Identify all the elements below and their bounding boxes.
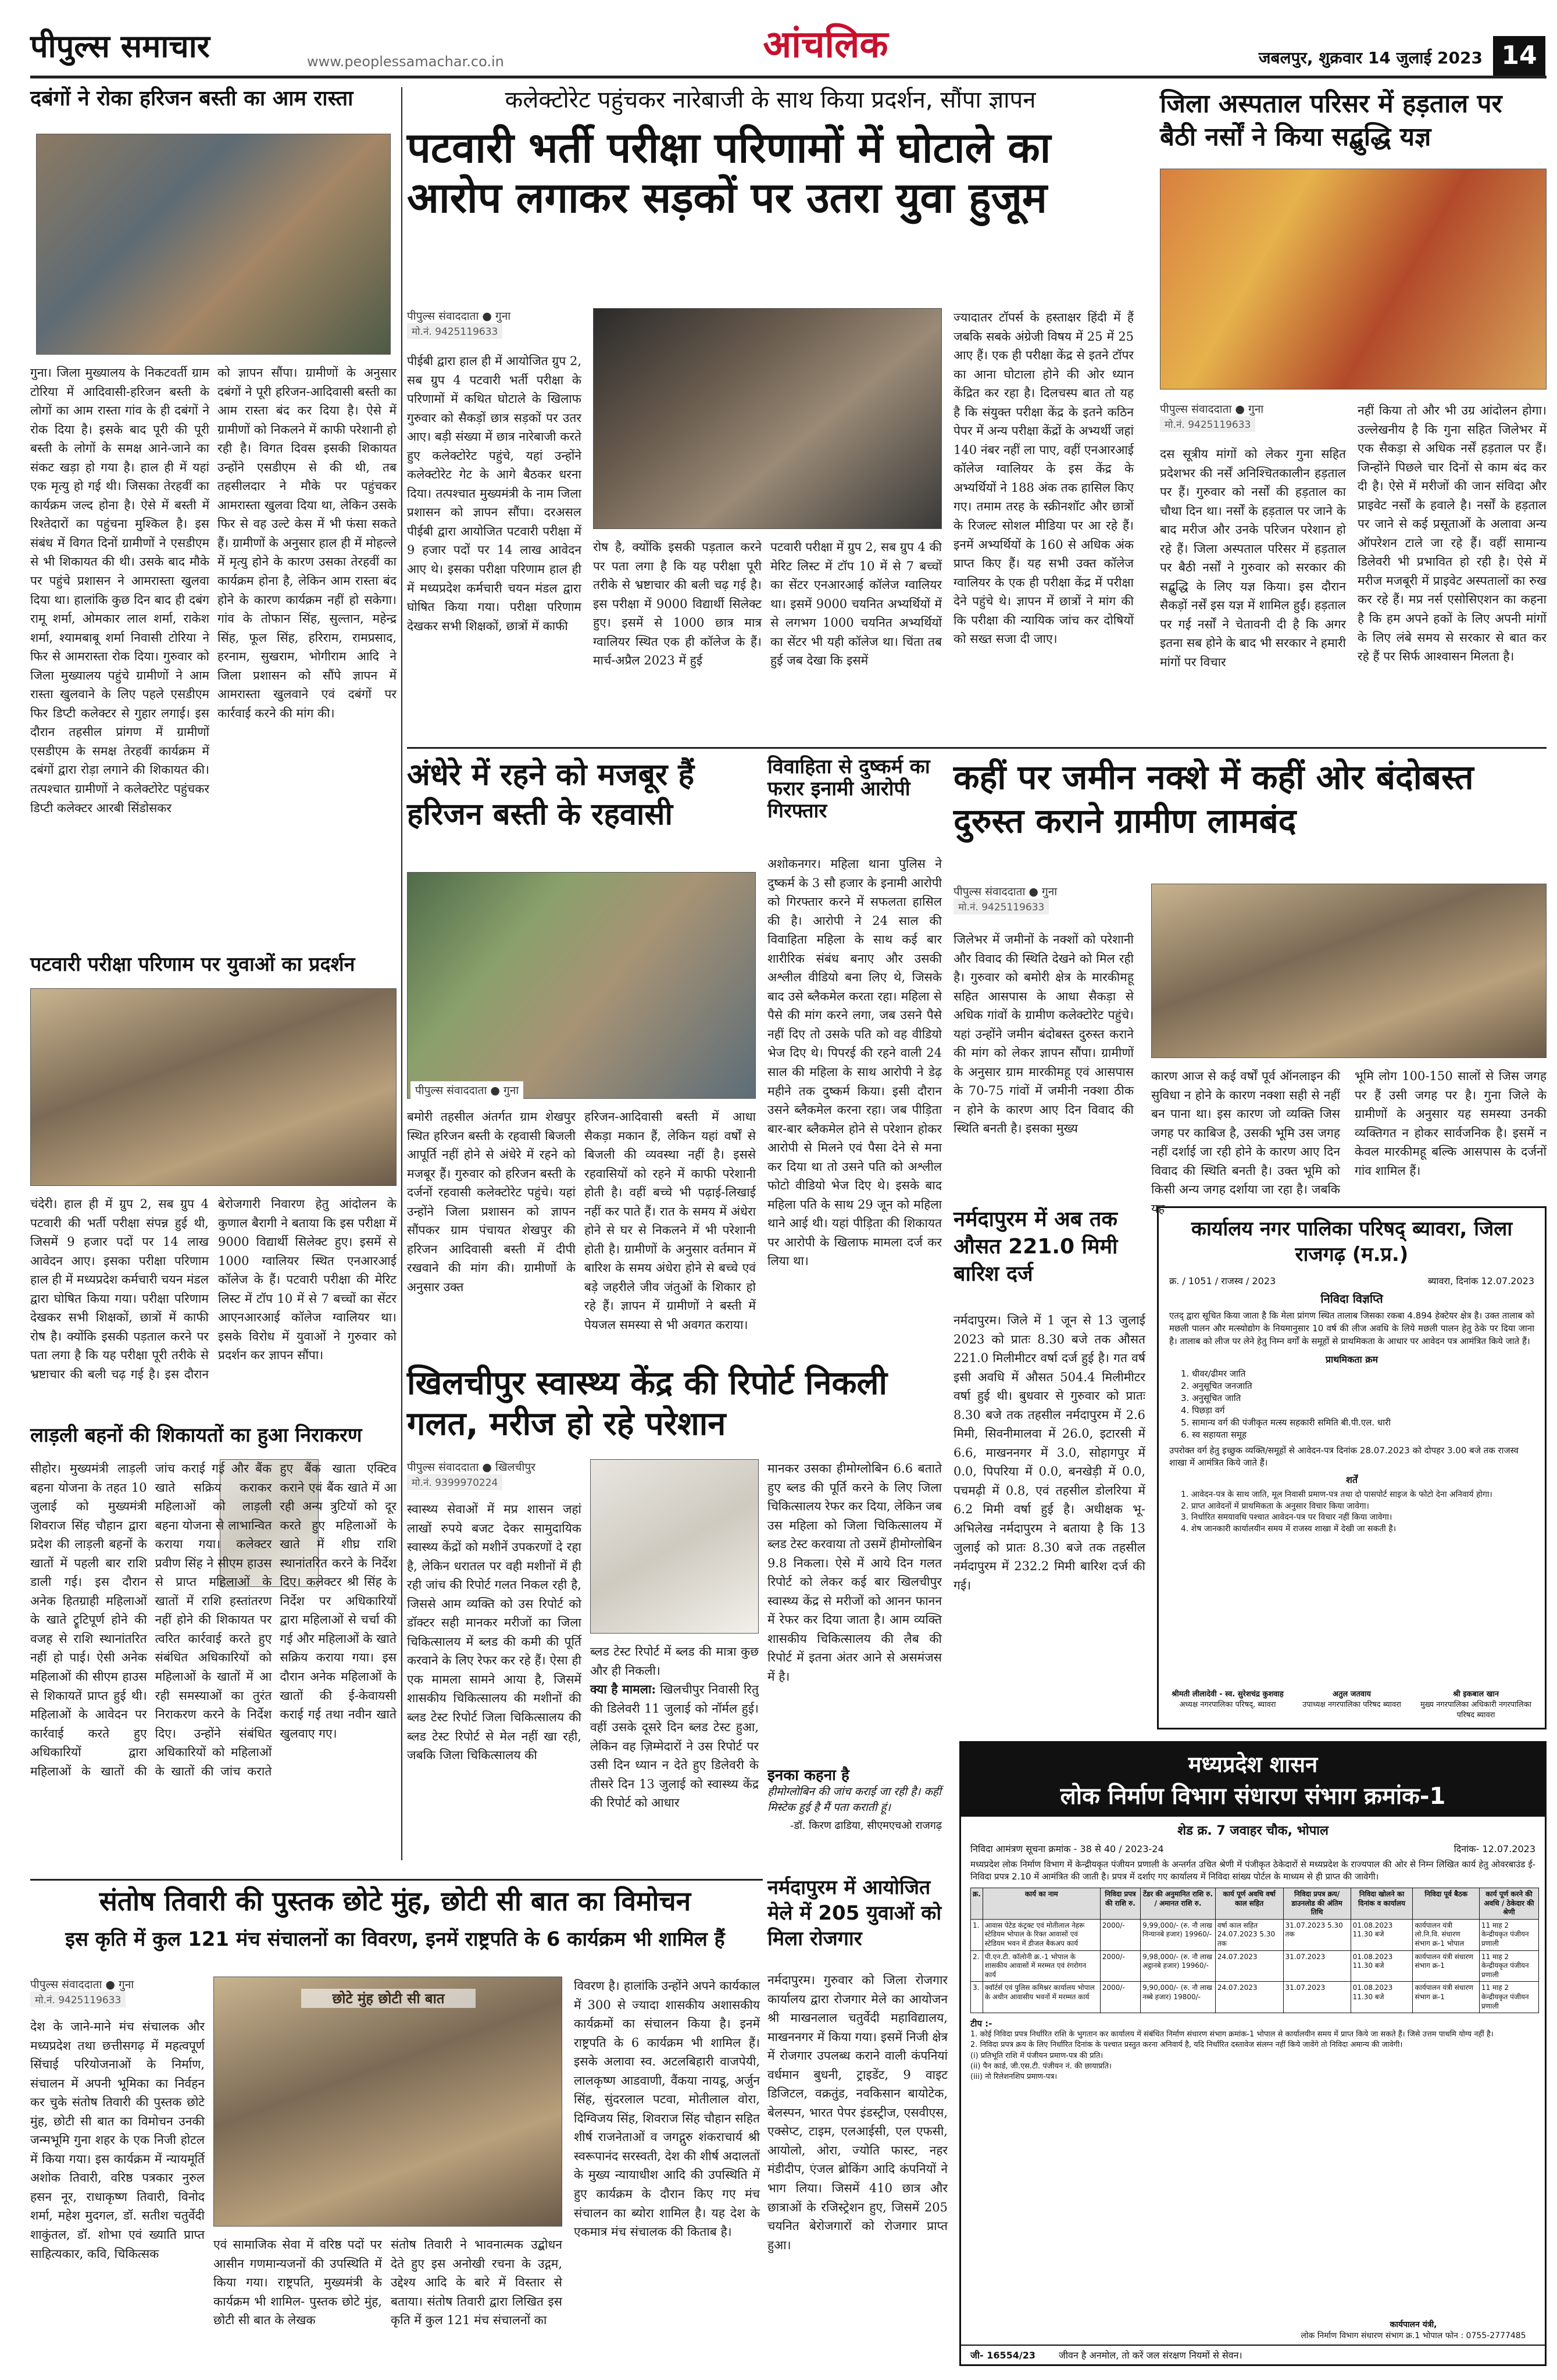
ad2-table-header-cell: निविदा प्रपत्र की राशि रु. (1100, 1888, 1140, 1920)
story11-text: नर्मदापुरम। गुरुवार को जिला रोजगार कार्यालय द्वारा रोजगार मेले का आयोजन श्री माखनलाल चतुर्वेदी महाविद्यालय, माखननगर में किया गया। इसमें निजी क्षेत्र में रोजगार उपलब्ध कराने वाली कंपनियां वर्धमान बुधनी, ट्राइडेंट, 9 वाइट डिजिटल, वक्रतुंड, नवकिसान बायोटेक, बेलस्पन, भारत पेपर इंडस्ट्रीज, एसवीएस, एक्सेप्ट, टाइम, एलआईसी, एल एफसी, आयोलो, ओरा, ज्योति फास्ट, नहर मंडीदीप, एंजल ब्रोकिंग आदि कंपनियों ने भाग लिया। जिसमें 410 छात्र और छात्राओं के रजिस्ट्रेशन हुए, जिसमें 205 चयनित बेरोजगारों को रोजगार प्राप्त हुआ। (767, 1973, 948, 2252)
story5-place: गुना (1248, 403, 1264, 416)
ad2-table-header (971, 1888, 1539, 1920)
ad1-sig3 (1417, 1688, 1534, 1720)
story10-report-photo (590, 1459, 759, 1634)
ad1-sig3-title: मुख्य नगरपालिका अधिकारी नगरपालिका परिषद ब्यावरा (1420, 1700, 1531, 1720)
story3-text: सीहोर। मुख्यमंत्री लाड़ली बहना योजना के तहत 10 जुलाई को मुख्यमंत्री शिवराज सिंह चौहान द्वारा प्रदेश की लाड़ली बहनों के खातों में पहली बार राशि डाली गई। इस दौरान अनेक हितग्राही महिलाओं के खाते ट्रूटिपूर्ण होने की वजह से राशि स्थानांतरित नहीं हो पाई। ऐसी अनेक महिलाओं की सीएम हाउस से शिकायतें प्राप्त हुई थी। महिलाओं के आवेदन पर कार्रवाई करते हुए अधिकारियों द्वारा महिलाओं के खातों की जांच कराई गई और बैंक खाते सक्रिय कराकर महिलाओं को लाड़ली बहना योजना से लाभान्वित कराया गया। कलेक्टर प्रवीण सिंह ने सीएम हाउस से प्राप्त महिलाओं के खातों में राशि हस्तांतरण नहीं होने की शिकायत पर त्वरित कार्रवाई करते हुए संबंधित अधिकारियों को महिलाओं के खातों में आ रही समस्याओं का तुरंत निराकरण करने के निर्देश दिए। उन्होंने संबंधित अधिकारियों को महिलाओं के खातों की जांच कराते हुए बैंक खाता एक्टिव कराने एवं बैंक खाते में आ रही अन्य त्रुटियों को दूर करते हुए महिलाओं के खाते में शीघ्र राशि स्थानांतरित करने के निर्देश दिए। कलेक्टर श्री सिंह के निर्देश पर अधिकारियों द्वारा महिलाओं से चर्चा की गई और महिलाओं के खाते सक्रिय कराया गया। इस दौरान अनेक महिलाओं के खातों की ई-केवायसी कराई गई तथा नवीन खाते खुलवाए गए। (30, 1461, 397, 1778)
story-patwari-guna (407, 87, 1134, 744)
ad2-table-cell: 01.08.2023 11.30 बजे (1351, 1919, 1413, 1950)
ad2-footer (961, 2345, 1545, 2364)
ad2-table-cell: 2000/- (1100, 1950, 1140, 1982)
ad2-notice-no: निविदा आमंत्रण सूचना क्रमांक - 38 से 40 / 2023-24 (970, 1843, 1164, 1854)
story4-byline-box (407, 308, 581, 339)
ad2-table-cell: कार्यपालन यंत्री संधारण संभाग क्र-1 (1413, 1982, 1479, 2013)
story6-col1: हरिजन-आदिवासी बस्ती में आधा सैकड़ा मकान हैं, लेकिन यहां वर्षों से बिजली की व्यवस्था नहीं है। इससे रहवासियों को रहने में काफी परेशानी होती है। वहीं बच्चे भी पढ़ाई-लिखाई नहीं कर पाते हैं। रात के समय में अंधेरा होने से घर से निकलने में भी परेशानी होती है। ग्रामीणों के अनुसार वर्तमान में बारिश के समय अंधेरा होने से बच्चे एवं बड़े जहरीले जीव जंतुओं के शिकार हो रहे हैं। ज्ञापन में ग्रामीणों ने बस्ती में पेयजल समस्या से भी अवगत कराया। (584, 1110, 756, 1332)
story5-col1: दस सूत्रीय मांगों को लेकर गुना सहित प्रदेशभर की नर्सें अनिश्चितकालीन हड़ताल पर हैं। गुरुवार को नर्सों की हड़ताल का चौथा दिन था। नर्सों के हड़ताल पर जाने के बाद मरीज और उनके परिजन परेशान हो रहे हैं। जिला अस्पताल परिसर में हड़ताल पर बैठी नर्सों ने गुरुवार को सरकार की सद्बुद्धि के लिए यज्ञ किया। इस दौरान सैकड़ों नर्सें इस यज्ञ में शामिल हुईं। हड़ताल पर गई नर्सों ने चेतावनी दी है कि अगर इतना सब होने के बाद भी सरकार ने हमारी मांगों पर विचार (1160, 447, 1346, 670)
story10-byline-box (407, 1459, 581, 1490)
story-patwari-chanderi (30, 953, 397, 1424)
ad2-table-cell: कार्यपालन यंत्री संधारण संभाग क्र-1 (1413, 1950, 1479, 1982)
ad2-table-cell: कार्यपालन यंत्री लो.नि.वि. संधारण संभाग क्र-1 भोपाल (1413, 1919, 1479, 1950)
ad1-list-item: 2. अनुसूचित जनजाति (1181, 1380, 1252, 1391)
ad2-table-cell: 01.08.2023 11.30 बजे (1351, 1982, 1413, 2013)
story7-text: अशोकनगर। महिला थाना पुलिस ने दुष्कर्म के 3 सौ हजार के इनामी आरोपी को गिरफ्तार करने में सफलता हासिल की है। आरोपी ने 24 साल की विवाहिता महिला के साथ कई बार शारीरिक संबंध बनाए और उसकी अश्लील वीडियो बना लिए थे, जिसके बाद उसे ब्लैकमेल करता रहा। महिला से पैसे की मांग करने लगा, जब उसने पैसे नहीं दिए तो उसके पति को वह वीडियो भेज दिए थे। पिपरई की रहने वाली 24 साल की महिला के साथ आरोपी ने डेढ़ महीने तक दुष्कर्म किया। इसी दौरान उसने ब्लैकमेल करना रहा। जब पीड़िता बार-बार ब्लैकमेल होने से परेशान होकर आरोपी से मिलने एवं पैसा देने से मना कर दिया था तो उसने पति को अश्लील फोटो वीडियो भेज दिए थे। इसके बाद महिला पति के साथ 29 जून को महिला थाने आई थी। यहां पीड़िता की शिकायत पर आरोपी के खिलाफ मामला दर्ज कर लिया था। (767, 857, 942, 1268)
story4-headline: पटवारी भर्ती परीक्षा परिणामों में घोटाले का आरोप लगाकर सड़कों पर उतरा युवा हुजूम (407, 123, 1051, 223)
ad1-ref: क्र. / 1051 / राजस्व / 2023 (1169, 1275, 1276, 1287)
ad2-table-cell: 3. (971, 1982, 983, 2013)
website[interactable]: www.peoplessamachar.co.in (307, 53, 504, 70)
story-khilchipur (407, 1363, 942, 1875)
story8-place: गुना (1042, 885, 1058, 898)
story8-byline-box (954, 884, 1140, 914)
ad2-table-cell: 11 माह 2 केन्द्रीयकृत पंजीयन प्रणाली (1479, 1919, 1538, 1950)
ad2-note-item: 1. कोई निविदा प्रपत्र निर्धारित राशि के भुगतान कर कार्यालय में संबंधित निर्माण संधारण संभाग क्रमांक-1 भोपाल से कार्यालयीन समय में प्राप्त किये जा सकते हैं। जिसे उत्तम पाथमि योग्य नहीं है। (970, 2030, 1494, 2039)
ad2-table-header-cell: निविदा प्रपत्र क्रय/डाउनलोड की अंतिम तिथि (1283, 1888, 1351, 1920)
ad1-list-item: 4. पिछड़ा वर्ग (1181, 1405, 1225, 1416)
story4-photo (593, 308, 942, 529)
ad2-table-cell: 24.07.2023 (1215, 1950, 1283, 1982)
ad1-term-item: 1. आवेदन-पत्र के साथ जाति, मूल निवासी प्रमाण-पत्र तथा दो पासपोर्ट साइज के फोटो देना अनिवार्य होगा। (1181, 1490, 1492, 1500)
row-rule-1 (407, 747, 1547, 749)
story12-mobile: मो.नं. 9425119633 (30, 1992, 126, 2007)
story5-headline: जिला अस्पताल परिसर में हड़ताल पर बैठी नर्सों ने किया सद्बुद्धि यज्ञ (1160, 89, 1502, 152)
story1-col2: को ज्ञापन सौंपा। ग्रामीणों के अनुसार दबंगों ने पूरी हरिजन-आदिवासी बस्ती का आम रास्ता बंद कर दिया है। ऐसे में ग्रामीणों को निकलने में काफी परेशानी हो रही है। विगत दिवस इसकी शिकायत उन्होंने एसडीएम से की थी, तब तहसीलदार ने मौके पर पहुंचकर आमरास्ता खुलवा दिया था, लेकिन उसके फिर से वह उल्टे केस में भी फंसा सकते हैं। ग्रामीणों के अनुसार हाल ही में मोहल्ले में मृत्यु होने के कारण उसका तेरहवीं का कार्यक्रम होना है, लेकिन आम रास्ता बंद होने के कारण कार्यक्रम नहीं हो सकेगा। गांव के तोफान सिंह, सुल्तान, महेन्द्र सिंह, फूल सिंह, हरिराम, रामप्रसाद, हरनाम, सुखराम, भोगीराम आदि ने जिला प्रशासन को सौंपे ज्ञापन में आमरास्ता खुलवाने एवं दबंगों पर कार्रवाई करने की मांग की। (217, 366, 397, 720)
story10-col1: स्वास्थ्य सेवाओं में मप्र शासन जहां लाखों रुपये बजट देकर सामुदायिक स्वास्थ्य केंद्रों को मशीनें उपकरणों दे रहा है, लेकिन धरातल पर वही मशीनों में ही रही जांच की रिपोर्ट गलत निकल रही है, जिससे आम व्यक्ति को उस रिपोर्ट को डॉक्टर सही मानकर मरीजों का जिला चिकित्सालय में ब्लड की कमी की पूर्ति करवाने के लिए रेफर कर रहे हैं। ऐसा ही एक मामला सामने आया है, जिसमें शासकीय चिकित्सालय की मशीनों की ब्लड टेस्ट रिपोर्ट जिला चिकित्सालय की ब्लड टेस्ट रिपोर्ट से मेल नहीं खा रही, जबकि जिला चिकित्सालय की (407, 1502, 581, 1763)
ad1-sig2-name: अतुल जतवाय (1333, 1690, 1371, 1699)
ad1-title: कार्यालय नगर पालिका परिषद् ब्यावरा, जिला राजगढ़ (म.प्र.) (1191, 1217, 1513, 1267)
story10-col2: ब्लड टेस्ट रिपोर्ट में ब्लड की मात्रा कुछ और ही निकली। (590, 1645, 759, 1678)
story6-headline: अंधेरे में रहने को मजबूर हैं हरिजन बस्ती के रहवासी (407, 757, 694, 832)
section-title: आंचलिक (763, 23, 888, 66)
ad1-signatures (1169, 1688, 1534, 1720)
story4-kicker: कलेक्टोरेट पहुंचकर नारेबाजी के साथ किया प्रदर्शन, सौंपा ज्ञापन (505, 87, 1036, 113)
story4-col4: ज्यादातर टॉपर्स के हस्ताक्षर हिंदी में हैं जबकि सबके अंग्रेजी विषय में 25 में 25 आए हैं। एक ही परीक्षा केंद्र से इतने टॉपर का आना घोटाला होने की ओर ध्यान केंद्रित कर रहा है। दिलचस्प बात तो यह है कि संयुक्त परीक्षा केंद्र के इतने कठिन पेपर में अन्य परीक्षा केंद्रों के अभ्यर्थी जहां 140 नंबर नहीं ला पाए, वहीं एनआरआई कॉलेज ग्वालियर के इस केंद्र के अभ्यर्थियों ने 188 अंक तक हासिल किए गए। तमाम तरह के स्क्रीनशॉट और छात्रों के रिजल्ट सोशल मीडिया पर आ रहे हैं। इनमें अभ्यर्थियों के 160 से अधिक अंक प्राप्त किए हैं। यह सभी उक्त कॉलेज ग्वालियर के एक ही परीक्षा केंद्र में परीक्षा देने पहुंचे थे। ज्ञापन में छात्रों ने मांग की कि परीक्षा की न्यायिक जांच कर दोषियों को सख्त सजा दी जाए। (954, 310, 1134, 646)
ad2-sig-title: कार्यपालन यंत्री, (1390, 2320, 1437, 2329)
ad2-table-cell: वर्षा काल सहित 24.07.2023 5.30 तक (1215, 1919, 1283, 1950)
ad1-sig2-title: उपाध्यक्ष नगरपालिका परिषद ब्यावरा (1302, 1700, 1401, 1709)
story10-quote: हीमोग्लोबिन की जांच कराई जा रही है। कहीं मिस्टेक हुई है मैं पता कराती हूं। (767, 1785, 941, 1814)
ad2-table-cell: 2000/- (1100, 1919, 1140, 1950)
ad1-sig1-name: श्रीमती लीलादेवी - स्व. सुरेशचंद्र कुशवाह (1172, 1690, 1284, 1699)
ad1-priority-list (1169, 1368, 1534, 1441)
ad2-table-cell: 11 माह 2 केन्द्रीयकृत पंजीयन प्रणाली (1479, 1950, 1538, 1982)
story4-mobile: मो.नं. 9425119633 (407, 323, 502, 339)
ad2-table-cell: 31.07.2023 5.30 तक (1283, 1919, 1351, 1950)
page-number: 14 (1493, 36, 1545, 76)
masthead-rule (30, 76, 1547, 78)
ad2-table-header-cell: टेंडर की अनुमानित राशि रु. / अमानत राशि रु. (1141, 1888, 1216, 1920)
ad2-address: शेड क्र. 7 जवाहर चौक, भोपाल (1177, 1824, 1329, 1838)
ad2-note-item: 2. निविदा प्रपत्र क्रय के लिए निर्धारित दिनांक के पश्चात प्रस्तुत करना अनिवार्य है, यदि निर्धारित दस्तावेज संलग्न नहीं किये जावेंगे तो निविदा अमान्य की जावेगी। (970, 2040, 1403, 2050)
story12-book-banner: छोटे मुंह छोटी सी बात (301, 1989, 476, 2008)
story5-mobile: मो.नं. 9425119633 (1160, 416, 1255, 432)
story4-col3: पटवारी परीक्षा में ग्रुप 2, सब ग्रुप 4 की मेरिट लिस्ट में टॉप 10 में से 7 बच्चों का सेंटर एनआरआई कॉलेज ग्वालियर था। इसमें 9000 चयनित अभ्यर्थियों में से लगभग 1000 चयनित अभ्यर्थियों का सेंटर भी यही कॉलेज था। चिंता तब हुई जब देखा कि इसमें (770, 540, 942, 668)
story11-headline: नर्मदापुरम में आयोजित मेले में 205 युवाओं को मिला रोजगार (767, 1876, 942, 1951)
story10-quote-by: -डॉ. किरण ढाडिया, सीएमएचओ राजगढ़ (790, 1820, 942, 1832)
col-rule-1 (401, 87, 402, 1860)
story8-byline-name: पीपुल्स संवाददाता (954, 885, 1026, 898)
story-ladli-behna (30, 1424, 397, 1878)
row-rule-2 (30, 1879, 763, 1881)
story10-place: खिलचीपुर (495, 1461, 535, 1474)
ad2-table-cell: 9,90,000/- (रु. नौ लाख नब्बे हजार) 19800/- (1141, 1982, 1216, 2013)
story6-col2: बमोरी तहसील अंतर्गत ग्राम शेखपुर स्थित हरिजन बस्ती के रहवासी बिजली आपूर्ति नहीं होने से अंधेरे में रहने को मजबूर हैं। गुरुवार को हरिजन बस्ती के दर्जनों रहवासी कलेक्टोरेट पहुंचे। यहां उन्होंने जिला प्रशासन को ज्ञापन सौंपकर ग्राम पंचायत शेखपुर की हरिजन आदिवासी बस्ती में दीपी रखवाने की मांग की। ग्रामीणों के अनुसार उक्त (407, 1110, 576, 1294)
ad2-note-item: (iii) नो रिलेशनशिप प्रमाण-पत्र। (970, 2072, 1058, 2081)
story4-col2: रोष है, क्योंकि इसकी पड़ताल करने पर पता लगा है कि यह परीक्षा पूरी तरीके से भ्रष्टाचार की बली चढ़ गई है। इस परीक्षा में 9000 विद्यार्थी सिलेक्ट हुए। इसमें से 1000 छात्र मात्र ग्वालियर स्थित एक ही कॉलेज के हैं। मार्च-अप्रैल 2023 में हुई (593, 540, 762, 668)
ad1-sig2 (1294, 1688, 1410, 1720)
ad1-intro: एतद् द्वारा सूचित किया जाता है कि मेला प्रांगण स्थित तालाब जिसका रकबा 4.894 हेक्टेयर क्षेत्र है। उक्त तालाब को मछली पालन और मत्स्योद्योग के नियमानुसार 10 वर्ष की लीज अवधि के लिये मछली पालन हेतु ठेके पर दिया जाना है। तालाब को लीज पर लेने हेतु निम्न वर्गों के समूहों से प्राथमिकता के आधार पर आवेदन पत्र आमंत्रित किये जाते हैं। (1169, 1310, 1534, 1346)
dateline: जबलपुर, शुक्रवार 14 जुलाई 2023 (1258, 48, 1483, 67)
story9-text: नर्मदापुरम। जिले में 1 जून से 13 जुलाई 2023 को प्रातः 8.30 बजे तक औसत 221.0 मिलीमीटर वर्षा दर्ज हुई है। गत वर्ष इसी अवधि में औसत 504.4 मिलीमीटर वर्षा हुई थी। बुधवार से गुरुवार को प्रातः 8.30 बजे तक तहसील नर्मदापुरम में 2.6 मिमी, सिवनीमालवा में 26.0, इटारसी में 6.6, माखननगर में 3.0, सोहागपुर में 0.0, पिपरिया में 0.0, बनखेड़ी में 0.0, पचमढ़ी में 0.8, एवं तहसील डोलरिया में 6.2 मिमी वर्षा हुई है। अधीक्षक भू-अभिलेख नर्मदापुरम ने बताया है कि 13 जुलाई को प्रातः 8.30 बजे तक तहसील नर्मदापुरम में 232.2 मिमी बारिश दर्ज की गई। (954, 1313, 1145, 1592)
ad1-list-item: 6. स्व सहायता समूह (1181, 1429, 1247, 1440)
ad2-title2: लोक निर्माण विभाग संधारण संभाग क्रमांक-1 (1060, 1783, 1446, 1810)
story12-headline: इस कृति में कुल 121 मंच संचालनों का विवरण, इनमें राष्ट्रपति के 6 कार्यक्रम भी शामिल हैं (65, 1927, 725, 1951)
story4-place: गुना (495, 310, 511, 323)
ad1-list-item: 5. सामान्य वर्ग की पंजीकृत मत्स्य सहकारी समिति बी.पी.एल. धारी (1181, 1417, 1391, 1428)
ad-municipal-notice (1157, 1206, 1547, 1729)
ad2-table-cell: 31.07.2023 (1283, 1950, 1351, 1982)
ad2-table-cell: आवास पेटेड कंट्रक्ट एवं मोतीलाल नेहरू स्टेडियम भोपाल के रिक्त आवासों एवं स्टेडियम भवन में डीजल बैकअप कार्य (983, 1919, 1100, 1950)
story4-byline-name: पीपुल्स संवाददाता (407, 310, 479, 323)
story12-place: गुना (119, 1978, 134, 1991)
ad1-term-item: 2. प्राप्त आवेदनों में प्राथमिकता के अनुसार विचार किया जावेगा। (1181, 1501, 1369, 1511)
ad2-table-header-cell: कार्य पूर्ण अवधि वर्षा काल सहित (1215, 1888, 1283, 1920)
ad2-intro: मध्यप्रदेश लोक निर्माण विभाग में केन्द्रीयकृत पंजीयन प्रणाली के अन्तर्गत उचित श्रेणी में पंजीकृत ठेकेदारों से मध्यप्रदेश के राज्यपाल की ओर से निम्न लिखित कार्य हेतु ओवरबाउंड ई-निविदा प्रपत्र 2.10 में आमंत्रित की जाती है। प्रपत्र में दर्शाए गए कार्यालय में निविदा सांख्य पोर्टल के माध्यम से ही प्राप्त की जावेगी। (970, 1859, 1535, 1882)
masthead-logo: पीपुल्स समाचार (30, 28, 210, 65)
ad2-table-header-cell: कार्य पूर्ण करने की अवधि / ठेकेदार की श्रेणी (1479, 1888, 1538, 1920)
ad2-code: जी- 16554/23 (970, 2350, 1036, 2361)
ad2-date: दिनांक- 12.07.2023 (1454, 1843, 1535, 1854)
story8-mobile: मो.नं. 9425119633 (954, 899, 1049, 914)
story6-place: गुना (503, 1084, 519, 1097)
story7-headline: विवाहिता से दुष्कर्म का फरार इनामी आरोपी गिरफ्तार (767, 755, 930, 823)
story10-headline: खिलचीपुर स्वास्थ्य केंद्र की रिपोर्ट निकली गलत, मरीज हो रहे परेशान (407, 1364, 887, 1443)
ad2-table-header-cell: कार्य का नाम (983, 1888, 1100, 1920)
story-rape-accused (767, 756, 942, 1337)
story8-photo (1151, 884, 1547, 1058)
story-darkness-harijan (407, 756, 756, 1337)
story12-kicker: संतोष तिवारी की पुस्तक छोटे मुंह, छोटी सी बात का विमोचन (99, 1885, 691, 1917)
story5-col2: नहीं किया तो और भी उग्र आंदोलन होगा। उल्लेखनीय है कि गुना सहित जिलेभर में एक सैकड़ा से अधिक नर्सें हड़ताल पर हैं। जिन्होंने पिछले चार दिनों से काम बंद कर दी है। ऐसे में मरीजों की जान संविदा और प्राइवेट नर्सों के हवाले है। नर्सों के हड़ताल पर जाने से कई प्रसूताओं के अलावा अन्य ऑपरेशन टाले जा रहे हैं। वहीं सामान्य डिलेवरी भी प्रभावित हो रही है। ऐसे में मरीज मजबूरी में प्राइवेट अस्पतालों का रुख कर रहे हैं। मप्र नर्स एसोसिएशन का कहना है कि हम अपने हकों के लिए अपनी मांगों के लिए लंबे समय से सरकार से बात कर रहे हैं पर सिर्फ आश्वासन मिलता है। (1358, 403, 1547, 664)
ad2-table-cell: 31.07.2023 (1283, 1982, 1351, 2013)
story10-case-text: खिलचीपुर निवासी रितु की डिलेवरी 11 जुलाई को नॉर्मल हुई। वहीं उसके दूसरे दिन ब्लड टेस्ट हुआ, लेकिन वह ज़िम्मेदारों ने उस रिपोर्ट पर उसी दिन ध्यान न देते हुए डिलेवरी के तीसरे दिन 13 जुलाई को स्वास्थ्य केंद्र की रिपोर्ट को आधार (590, 1682, 759, 1810)
ad1-list-item: 1. धीवर/ढीमर जाति (1181, 1368, 1246, 1379)
ad1-list-title: प्राथमिकता क्रम (1325, 1353, 1379, 1365)
ad2-table-cell: 1. (971, 1919, 983, 1950)
story-job-fair (767, 1875, 948, 2366)
story10-col3: मानकर उसका हीमोग्लोबिन 6.6 बताते हुए ब्लड की पूर्ति करने के लिए जिला चिकित्सालय रेफर कर दिया, लेकिन जब उस महिला को जिला चिकित्सालय में ब्लड टेस्ट करवाया तो उसमें हीमोग्लोबिन 9.8 निकला। ऐसे में आये दिन गलत रिपोर्ट को लेकर कई बार खिलचीपुर स्वास्थ्य केंद्र से मरीजों को आनन फानन में रेफर कर दिया जाता है। आम व्यक्ति शासकीय चिकित्सालय की लैब की रिपोर्ट में इतना अंतर आने से असमंजस में है। (767, 1461, 942, 1684)
ad2-table-cell: 24.07.2023 (1215, 1982, 1283, 2013)
ad2-table-cell: 01.08.2023 11.30 बजे (1351, 1950, 1413, 1982)
story2-headline: पटवारी परीक्षा परिणाम पर युवाओं का प्रदर्शन (30, 953, 355, 976)
story5-byline-box (1160, 401, 1346, 432)
ad1-sig1 (1169, 1688, 1286, 1720)
story1-headline: दबंगों ने रोका हरिजन बस्ती का आम रास्ता (30, 87, 353, 110)
ad1-term-item: 3. निर्धारित समयावधि पश्चात आवेदन-पत्र पर विचार नहीं किया जावेगा। (1181, 1513, 1392, 1523)
story3-headline: लाड़ली बहनों की शिकायतों का हुआ निराकरण (30, 1424, 362, 1447)
masthead (0, 0, 1557, 76)
story6-byline-name: पीपुल्स संवाददाता (415, 1084, 487, 1097)
ad2-table-cell: पी.एन.टी. कॉलोनी क्र.-1 भोपाल के शासकीय आवासों में मरम्मत एवं रंगरोगन कार्य (983, 1950, 1100, 1982)
ad2-sig-office: लोक निर्माण विभाग संधारण संभाग क्र.1 भोपाल फोन : 0755-2777485 (1301, 2331, 1526, 2340)
ad2-notes (961, 2029, 1545, 2082)
story9-headline: नर्मदापुरम में अब तक औसत 221.0 मिमी बारिश दर्ज (954, 1207, 1118, 1286)
story4-col1: पीईबी द्वारा हाल ही में आयोजित ग्रुप 2, सब ग्रुप 4 पटवारी भर्ती परीक्षा के परिणामों में कथित घोटाले के खिलाफ गुरुवार को सैकड़ों छात्र सड़कों पर उतर आए। बड़ी संख्या में छात्र नारेबाजी करते हुए कलेक्टोरेट पहुंचे, यहां उन्होंने कलेक्टोरेट गेट के आगे बैठकर धरना दिया। तत्पश्चात मुख्यमंत्री के नाम जिला प्रशासन को ज्ञापन सौंपा। दरअसल पीईबी द्वारा आयोजित पटवारी परीक्षा में 9 हजार पदों पर 14 लाख आवेदन आए थे। इसका परीक्षा परिणाम हाल ही में मध्यप्रदेश कर्मचारी चयन मंडल द्वारा घोषित किया गया। परीक्षा परिणाम देखकर सभी शिक्षकों, छात्रों में काफी (407, 354, 581, 633)
story8-byline: पीपुल्स संवाददाता ● गुना (954, 885, 1058, 898)
ad2-table-cell: 2. (971, 1950, 983, 1982)
ad1-sig3-name: श्री इकबाल खान (1453, 1690, 1499, 1699)
ad2-table-cell: 9,99,000/- (रु. नौ लाख निन्यानबे हजार) 19960/- (1141, 1919, 1216, 1950)
story12-col1: देश के जाने-माने मंच संचालक और मध्यप्रदेश तथा छत्तीसगढ़ में महत्वपूर्ण सिंचाई परियोजनाओं के निर्माण, संचालन में अपनी भूमिका का निर्वहन कर चुके संतोष तिवारी की पुस्तक छोटे मुंह, छोटी सी बात का विमोचन उनकी जन्मभूमि गुना शहर के एक निजी होटल में किया गया। इस कार्यक्रम में न्यायमूर्ति अशोक तिवारी, वरिष्ठ पत्रकार नुरुल हसन नूर, राधाकृष्ण तिवारी, विनोद शर्मा, महेश मुदगल, डॉ. सतीश चतुर्वेदी शाकुंतल, डॉ. शोभा एवं ख्याति प्राप्त साहित्यकार, कवि, चिकित्सक (30, 2020, 205, 2261)
story8-col1: जिलेभर में जमीनों के नक्शों को परेशानी और विवाद की स्थिति देखने को मिल रही है। गुरुवार को बमोरी क्षेत्र के मारकीमहू सहित आसपास के आधा सैकड़ा से अधिक गांवों के ग्रामीण कलेक्टोरेट पहुंचे। यहां उन्होंने जमीन बंदोबस्त दुरुस्त कराने की मांग को लेकर ज्ञापन सौंपा। ग्रामीणों के अनुसार ग्राम मारकीमहू एवं आसपास के 70-75 गांवों में जमीनी नक्शा ठीक न होने के कारण आए दिन विवाद की स्थिति बनती है। इसका मुख्य (954, 932, 1134, 1136)
ad1-terms-list (1169, 1489, 1534, 1535)
ad2-note-item: (i) प्रतिभूति राशि में पंजीयन प्रमाण-पत्र की प्रति। (970, 2051, 1104, 2060)
ad2-signature (1291, 2319, 1535, 2341)
story-harijan-path (30, 87, 397, 959)
ad1-terms-title: शर्तें (1345, 1474, 1358, 1486)
ad2-table-header-cell: क्र. (971, 1888, 983, 1920)
ad2-refline (961, 1839, 1545, 1859)
ad2-table-row (971, 1950, 1539, 1982)
ad2-table-header-cell: निविदा खोलने का दिनांक व कार्यालय (1351, 1888, 1413, 1920)
ad2-header (961, 1743, 1545, 1817)
story2-text: चंदेरी। हाल ही में ग्रुप 2, सब ग्रुप 4 पटवारी की भर्ती परीक्षा संपन्न हुई थी, जिसमें 9 हजार पदों पर 14 लाख आवेदन आए। इसका परीक्षा परिणाम हाल ही में मध्यप्रदेश कर्मचारी चयन मंडल द्वारा घोषित किया गया। परीक्षा परिणाम देखकर सभी शिक्षकों, छात्रों में काफी रोष है। क्योंकि इसकी पड़ताल करने पर पता लगा है कि यह परीक्षा पूरी तरीके से भ्रष्टाचार की बली चढ़ गई है। इस दौरान बेरोजगारी निवारण हेतु आंदोलन के कुणाल बैरागी ने बताया कि इस परीक्षा में 9000 विद्यार्थी सिलेक्ट हुए। इसमें से 1000 ग्वालियर स्थित एनआरआई कॉलेज के हैं। पटवारी परीक्षा की मेरिट लिस्ट में टॉप 10 में से 7 बच्चों का सेंटर आएनआरआई कॉलेज ग्वालियर था। इसके विरोध में युवाओं ने गुरुवार को प्रदर्शन कर ज्ञापन सौंपा। (30, 1197, 397, 1381)
story12-col3: संतोष तिवारी ने भावनात्मक उद्बोधन देते हुए इस अनोखी रचना के उद्गम, उद्देश्य आदि के बारे में विस्तार से बताया। संतोष तिवारी द्वारा लिखित इस कृति में कुल 121 मंच संचालनों का (391, 2238, 562, 2328)
ad1-sig1-title: अध्यक्ष नगरपालिका परिषद्, ब्यावरा (1179, 1700, 1276, 1709)
story6-photo (407, 872, 756, 1099)
ad2-footer-text: जीवन है अनमोल, तो करें जल संरक्षण नियमों से सेवन। (1059, 2350, 1242, 2361)
story5-byline-name: पीपुल्स संवाददाता (1160, 403, 1232, 416)
ad2-note-item: (ii) पैन कार्ड, जी.एस.टी. पंजीयन नं. की छायाप्रति। (970, 2061, 1112, 2071)
story12-col4: विवरण है। हालांकि उन्होंने अपने कार्यकाल में 300 से ज्यादा शासकीय अशासकीय कार्यक्रमों का संचालन किया है। इनमें राष्ट्रपति के 6 कार्यक्रम भी शामिल हैं। इसके अलावा स्व. अटलबिहारी वाजपेयी, लालकृष्ण आडवाणी, वैंकया नायडू, अर्जुन सिंह, सुंदरलाल पटवा, मोतीलाल वोरा, दिग्विजय सिंह, शिवराज सिंह चौहान सहित शीर्ष राजनेताओं व जगद्गुरु शंकराचार्य श्री स्वरूपानंद सरस्वती, देश की शीर्ष अदालतों के मुख्य न्यायाधीश आदि की उपस्थिति में हुए कार्यक्रम के दौरान किए गए मंच संचालन का ब्योरा शामिल है। यह देश के एकमात्र मंच संचालक की किताब है। (574, 1979, 760, 2239)
story10-quote-label: इनका कहना है (767, 1767, 849, 1784)
story10-mobile: मो.नं. 9399970224 (407, 1474, 502, 1490)
ad1-notice-title: निविदा विज्ञप्ति (1320, 1292, 1383, 1306)
story-rainfall (954, 1206, 1145, 1817)
ad2-tender-table (970, 1888, 1539, 2013)
story12-photo (213, 1977, 562, 2227)
story5-photo (1160, 169, 1547, 389)
story1-photo (36, 134, 391, 355)
story-book-launch (30, 1886, 760, 2366)
ad2-table-cell: 2000/- (1100, 1982, 1140, 2013)
story12-col2: एवं सामाजिक सेवा में वरिष्ठ पदों पर आसीन गणमान्यजनों की उपस्थिति में किया गया। राष्ट्रपति, मुख्यमंत्री के कार्यक्रम भी शामिल- पुस्तक छोटे मुंह, छोटी सी बात के लेखक (213, 2238, 382, 2328)
ad1-date: ब्यावरा, दिनांक 12.07.2023 (1427, 1275, 1534, 1287)
ad1-list-item: 3. अनुसूचित जाति (1181, 1392, 1241, 1403)
story8-col3: भूमि लोग 100-150 सालों से जिस जगह पर हैं उसी जगह पर है। गुना जिले के ग्रामीणों के अनुसार यह समस्या उनकी व्यक्तिगत न होकर सार्वजनिक है। इसमें न केवल मारकीमहू बल्कि आसपास के दर्जनों गांव शामिल हैं। (1355, 1069, 1547, 1178)
story12-byline-box (30, 1977, 205, 2007)
story10-col2-box (590, 1642, 759, 1872)
ad2-title1: मध्यप्रदेश शासन (1188, 1752, 1318, 1777)
story-land-map (954, 756, 1547, 1216)
ad2-table-cell: क्वॉर्टर्स एवं पुलिस कमिश्नर कार्यालय भोपाल के अधीन आवासीय भवनों में मरम्मत कार्य (983, 1982, 1100, 2013)
story-nurse-strike (1160, 87, 1547, 744)
story8-headline: कहीं पर जमीन नक्शे में कहीं ओर बंदोबस्त दुरुस्त कराने ग्रामीण लामबंद (954, 757, 1474, 841)
ad1-term-item: 4. शेष जानकारी कार्यालयीन समय में राजस्व शाखा में देखी जा सकती है। (1181, 1524, 1396, 1534)
ad2-notes-title: टीप :- (970, 2018, 992, 2029)
ad2-table-header-cell: निविदा पूर्व बैठक (1413, 1888, 1479, 1920)
story5-byline: पीपुल्स संवाददाता ● गुना (1160, 403, 1264, 416)
ad1-refline (1169, 1274, 1534, 1287)
story1-col1: गुना। जिला मुख्यालय के निकटवर्ती ग्राम टोरिया में आदिवासी-हरिजन बस्ती के लोगों का आम रास्ता गांव के ही दबंगों ने रोक दिया है। इसके बाद पूरी की पूरी बस्ती के लोगों के समक्ष आने-जाने का संकट खड़ा हो गया है। हाल ही में यहां एक मृत्यु हो गई थी। जिसका तेरहवीं का कार्यक्रम जल्द होना है। ऐसे में बस्ती में रिश्तेदारों का पहुंचना मुश्किल है। इस संबंध में विगत दिनों ग्रामीणों ने एसडीएम से भी शिकायत की थी। उसके बाद मौके पर पहुंचे प्रशासन ने आमरास्ता खुलवा दिया था। हालांकि कुछ दिन बाद ही दबंग रामू शर्मा, ओमकार लाल शर्मा, राकेश शर्मा, श्यामबाबू शर्मा निवासी टोरिया ने फिर से आमरास्ता रोक दिया। गुरुवार को जिला मुख्यालय पहुंचे ग्रामीणों ने आम रास्ता खुलवाने के लिए पहले एसडीएम फिर डिप्टी कलेक्टर से गुहार लगाई। इस दौरान तहसील प्रांगण में ग्रामीणों एसडीएम के समक्ष तेरहवीं कार्यक्रम में दबंगों द्वारा रोड़ा लगाने की शिकायत की। तत्पश्चात ग्रामीणों ने कलेक्टोरेट पहुंचकर डिप्टी कलेक्टर आरबी सिंडोसकर (30, 366, 209, 815)
ad2-table-row (971, 1982, 1539, 2013)
story10-quote-box (767, 1767, 942, 1872)
story10-case-label: क्या है मामला: (590, 1682, 656, 1697)
story10-byline: पीपुल्स संवाददाता ● खिलचीपुर (407, 1461, 535, 1474)
ad2-table-cell: 9,98,000/- (रु. नौ लाख अट्ठानबे हजार) 19960/- (1141, 1950, 1216, 1982)
story2-photo (30, 988, 397, 1186)
story10-byline-name: पीपुल्स संवाददाता (407, 1461, 479, 1474)
ad2-table-row (971, 1919, 1539, 1950)
story10-case (590, 1680, 759, 1813)
ad2-table-cell: 11 माह 2 केन्द्रीयकृत पंजीयन प्रणाली (1479, 1982, 1538, 2013)
story8-col2: कारण आज से कई वर्षों पूर्व ऑनलाइन की सुविधा न होने के कारण नक्शा सही से नहीं बन पाना था। इस कारण जो व्यक्ति जिस जगह पर काबिज है, उसकी भूमि उस जगह नहीं दर्शाई जा रही होने के कारण आए दिन विवाद की स्थिति बनती है। उक्त भूमि को किसी अन्य जगह दर्शाया जा रहा है। जबकि यह (1151, 1069, 1340, 1216)
story12-byline: पीपुल्स संवाददाता ● गुना (30, 1978, 134, 1991)
ad-pwd-tender (959, 1741, 1547, 2366)
story12-byline-name: पीपुल्स संवाददाता (30, 1978, 102, 1991)
story4-byline: पीपुल्स संवाददाता ● गुना (407, 310, 511, 323)
ad1-mid: उपरोक्त वर्ग हेतु इच्छुक व्यक्ति/समूहों से आवेदन-पत्र दिनांक 28.07.2023 को दोपहर 3.00 बजे तक राजस्व शाखा में आमंत्रित किये जाते हैं। (1169, 1445, 1519, 1468)
story6-byline: पीपुल्स संवाददाता ● गुना (410, 1081, 523, 1099)
